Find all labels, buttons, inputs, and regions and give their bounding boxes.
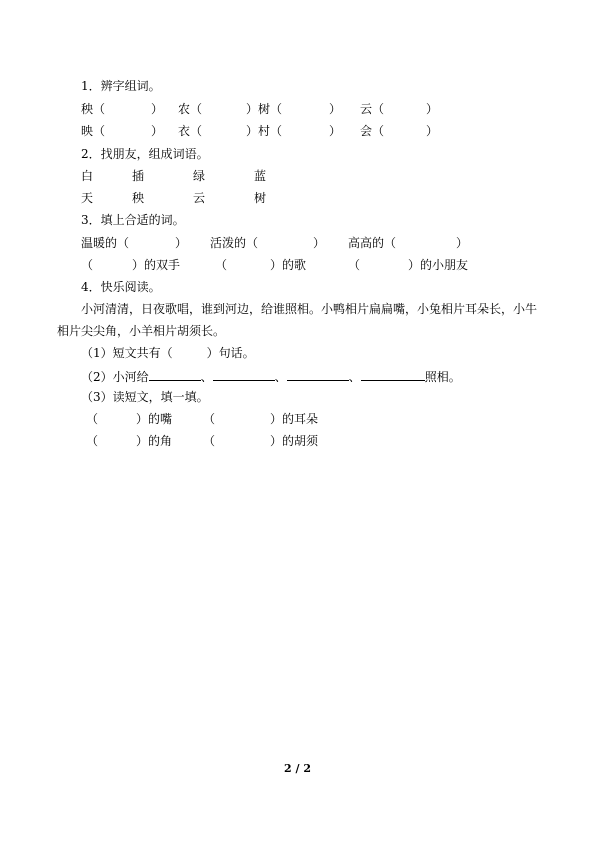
answer-blank-2[interactable] (213, 368, 275, 381)
q1-heading: 1．辨字组词。 (81, 79, 161, 93)
q2-r1-w2: 插 (132, 169, 145, 183)
q4-sub2-sep1: 、 (200, 370, 213, 384)
q2-r1-w1: 白 (81, 169, 94, 183)
q4-sub1 (81, 346, 255, 360)
q4-sub3: （3）读短文，填一填。 (81, 390, 209, 404)
q3-r2-c-open: （ (348, 258, 361, 272)
q4-f1-b: ）的耳朵 (270, 412, 319, 426)
q1-r2-cun: ）村（ (246, 124, 283, 138)
q4-sub2 (81, 368, 461, 384)
q4-sub2-text-b: 照相。 (424, 370, 461, 384)
q1-r1-close2: ） (329, 102, 342, 116)
q4-f2-a-open: （ (86, 434, 99, 448)
q1-r2-yi: 衣（ (178, 124, 203, 138)
q3-r2-a-open: （ (81, 258, 94, 272)
q3-r2-b-open: （ (215, 258, 228, 272)
q3-r2-c: ）的小朋友 (408, 258, 469, 272)
q4-passage: 小河清清，日夜歌唱，谁到河边，给谁照相。小鸭相片扁扁嘴，小兔相片耳朵长，小牛相片尖尖角，小羊相片胡须长。 (57, 302, 538, 338)
q4-f2-b-open: （ (203, 434, 216, 448)
page-number: 2 / 2 (284, 762, 311, 775)
q1-r2-close2: ） (329, 124, 342, 138)
q1-r2-hui: 会（ (360, 124, 385, 138)
q1-r1-close1: ） (151, 102, 164, 116)
q3-r1-a-close: ） (175, 236, 188, 250)
q4-f1-a-open: （ (86, 412, 99, 426)
q3-r1-a: 温暖的（ (81, 236, 130, 250)
q3-r1-c-close: ） (456, 236, 469, 250)
q2-r1-w3: 绿 (193, 169, 206, 183)
q1-r1-nong: 农（ (178, 102, 203, 116)
q4-sub2-text-a: （2）小河给 (81, 370, 149, 384)
answer-blank-3[interactable] (287, 368, 349, 381)
q3-r2-a: ）的双手 (132, 258, 181, 272)
q4-f2-a: ）的角 (136, 434, 173, 448)
q1-r1-close3: ） (426, 102, 439, 116)
q1-r2-close3: ） (426, 124, 439, 138)
q3-r2-b: ）的歌 (270, 258, 307, 272)
q4-f1-a: ）的嘴 (136, 412, 173, 426)
q1-r1-shu: ）树（ (246, 102, 283, 116)
q2-r2-w1: 天 (81, 191, 94, 205)
q2-r2-w3: 云 (193, 191, 206, 205)
q3-r1-c: 高高的（ (348, 236, 397, 250)
q3-r1-b: 活泼的（ (210, 236, 259, 250)
q3-r1-b-close: ） (313, 236, 326, 250)
q3-heading: 3．填上合适的词。 (81, 213, 185, 227)
q2-r2-w4: 树 (254, 191, 267, 205)
q2-heading: 2．找朋友，组成词语。 (81, 147, 209, 161)
q2-r1-w4: 蓝 (254, 169, 267, 183)
q4-heading: 4．快乐阅读。 (81, 280, 161, 294)
q1-r1-yun: 云（ (360, 102, 385, 116)
q4-f1-b-open: （ (203, 412, 216, 426)
q1-r1-yang: 秧（ (81, 102, 106, 116)
q4-f2-b: ）的胡须 (270, 434, 319, 448)
q4-sub2-sep2: 、 (274, 370, 287, 384)
q4-sub1-text-a: （1）短文共有（ (81, 346, 173, 360)
answer-blank-1[interactable] (149, 368, 201, 381)
q1-r2-close1: ） (151, 124, 164, 138)
q2-r2-w2: 秧 (132, 191, 145, 205)
answer-blank-4[interactable] (361, 368, 425, 381)
q1-r2-ying: 映（ (81, 124, 106, 138)
q4-sub2-sep3: 、 (348, 370, 361, 384)
q4-sub1-text-b: ）句话。 (206, 346, 255, 360)
